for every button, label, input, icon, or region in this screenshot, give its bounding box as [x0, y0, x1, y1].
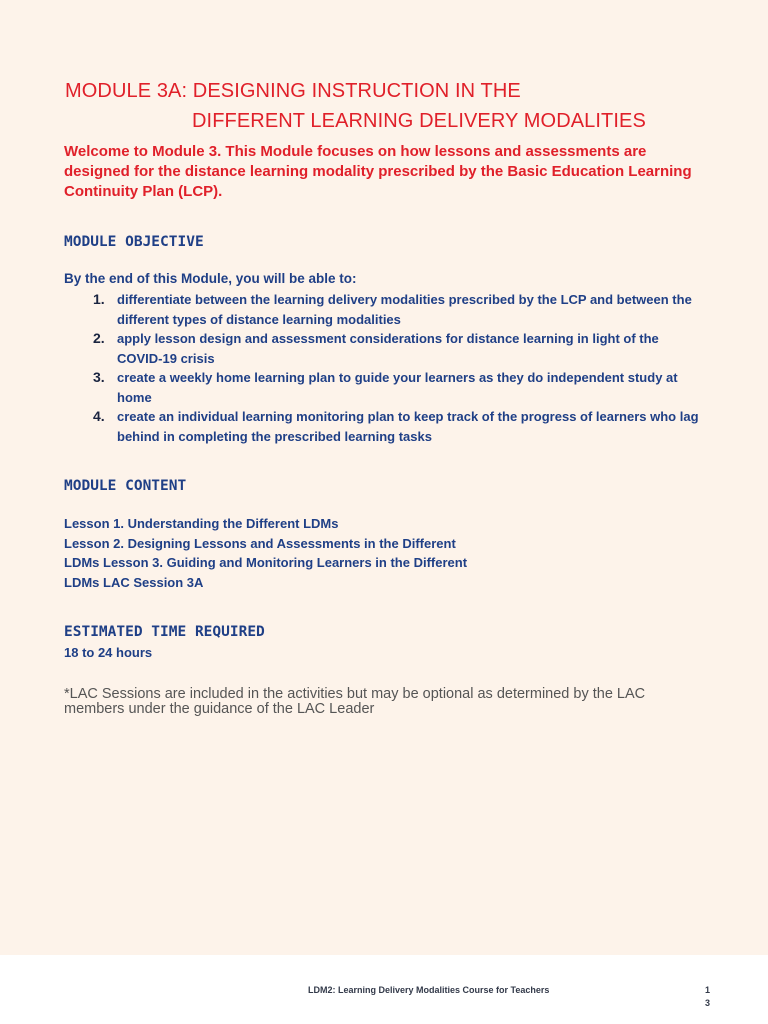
- estimated-time-heading: [64, 624, 265, 640]
- lesson-line: LDMs Lesson 3. Guiding and Monitoring Learners in the Different: [64, 555, 468, 570]
- lac-note: *LAC Sessions are included in the activities but may be optional as determined by the LAC members under the guidance of the LAC Leader: [64, 686, 646, 717]
- page-number-line-1: 1: [704, 985, 710, 995]
- objective-number: 2.: [93, 330, 105, 346]
- welcome-paragraph: Welcome to Module 3. This Module focuses on how lessons and assessments are designed for the distance learning modality prescribed by the Basic Education Learning Continuity Plan (LCP).: [64, 143, 692, 200]
- objective-item: [64, 329, 704, 368]
- objective-text: differentiate between the learning delivery modalities prescribed by the LCP and between the different types of distance learning modalities: [117, 292, 692, 327]
- lesson-line: Lesson 2. Designing Lessons and Assessments in the Different: [64, 535, 456, 551]
- objective-list: [64, 290, 704, 446]
- page-number-line-2: 3: [704, 998, 710, 1008]
- lesson-line: LDMs LAC Session 3A: [64, 574, 204, 590]
- module-objective-heading: [64, 234, 204, 250]
- footer-course-title: LDM2: Learning Delivery Modalities Course for Teachers: [308, 985, 550, 995]
- module-content-heading-text: MODULE CONTENT: [64, 478, 187, 494]
- module-content-heading: [64, 478, 186, 494]
- page-number: [690, 984, 710, 1010]
- estimated-time-heading-text: ESTIMATED TIME REQUIRED: [64, 624, 265, 640]
- objective-text: create a weekly home learning plan to guide your learners as they do independent study at home: [117, 370, 678, 405]
- lesson-line: Lesson 1. Understanding the Different LDMs: [64, 516, 339, 531]
- objective-number: 3.: [93, 369, 105, 385]
- module-title-line-1: MODULE 3A: DESIGNING INSTRUCTION IN THE: [65, 80, 521, 102]
- objective-text: apply lesson design and assessment considerations for distance learning in light of the COVID-19 crisis: [117, 331, 659, 366]
- lesson-list: [64, 514, 467, 592]
- module-objective-heading-text: MODULE OBJECTIVE: [64, 234, 204, 250]
- objective-number: 4.: [93, 408, 105, 424]
- objective-number: 1.: [93, 291, 105, 307]
- objective-item: [64, 290, 704, 329]
- objective-item: [64, 368, 704, 407]
- module-title-line-2: DIFFERENT LEARNING DELIVERY MODALITIES: [192, 110, 646, 132]
- objective-item: [64, 407, 704, 446]
- objective-intro: By the end of this Module, you will be able to:: [64, 271, 357, 286]
- estimated-time-value: 18 to 24 hours: [64, 645, 153, 660]
- objective-text: create an individual learning monitoring plan to keep track of the progress of learners who lag behind in completing the prescribed learning tasks: [117, 409, 699, 444]
